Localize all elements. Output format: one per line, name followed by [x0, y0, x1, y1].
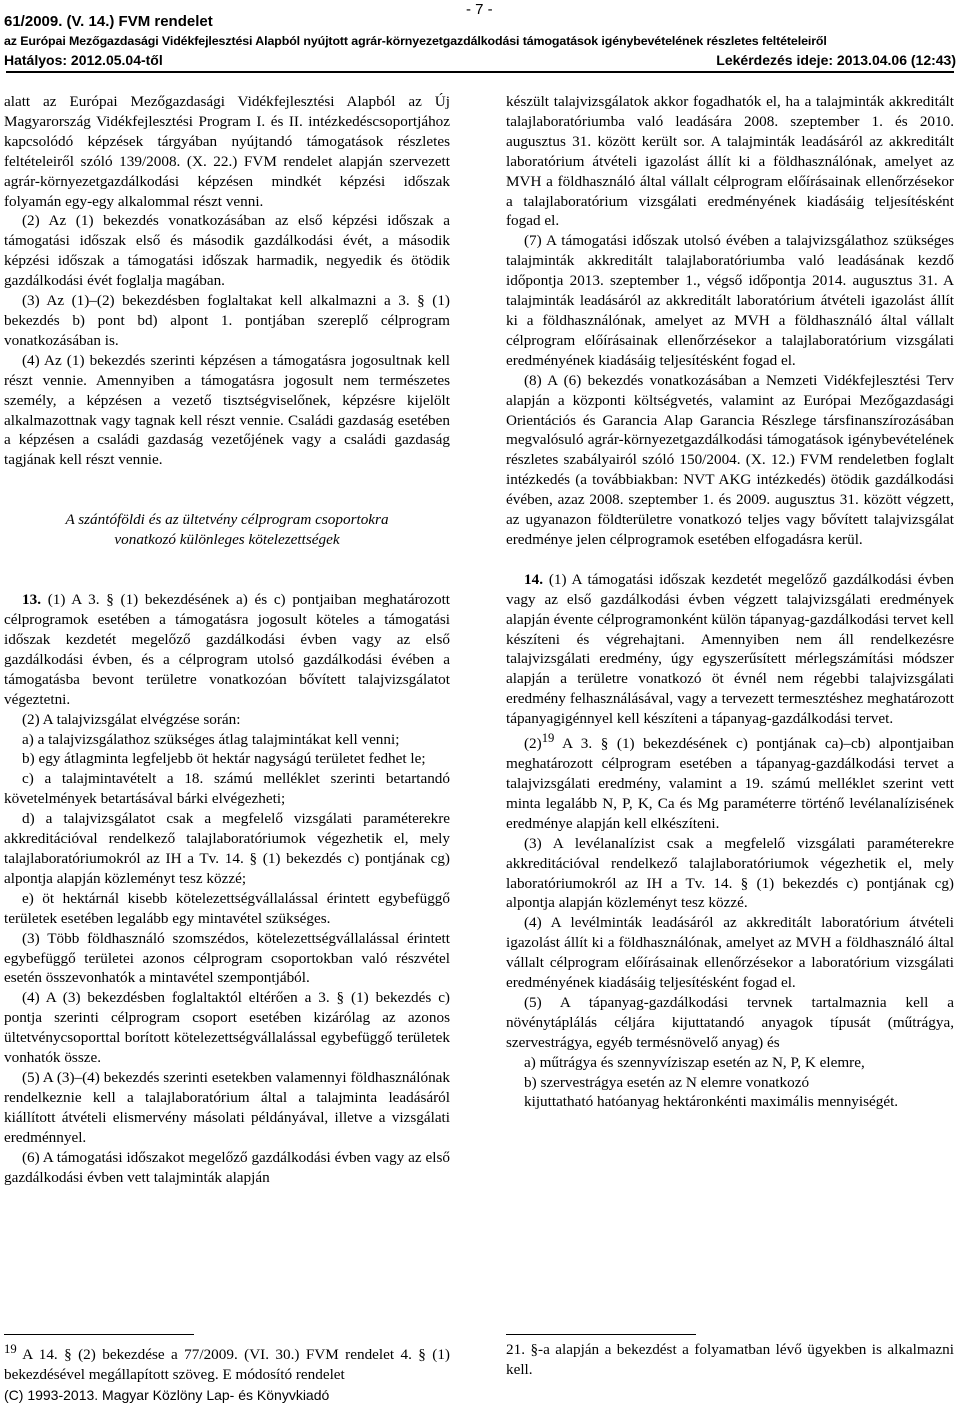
page-header [4, 0, 956, 76]
paragraph: (3) Az (1)–(2) bekezdésben foglaltakat kell alkalmazni a 3. § (1) bekezdés b) pont bd) alpont 1. pontjában szereplő célprogram vonatkozásában is. [4, 292, 450, 349]
section-heading-line: vonatkozó különleges kötelezettségek [114, 531, 340, 549]
left-column [4, 92, 450, 1187]
footnote-text: A 14. § (2) bekezdése a 77/2009. (VI. 30.) FVM rendelet 4. § (1) bekezdésével megállapított szöveg. E módosító rendelet [4, 1346, 450, 1383]
right-column [506, 92, 954, 1112]
paragraph: (2) A talajvizsgálat elvégzése során: [22, 710, 241, 728]
page-number: - 7 - [466, 1, 493, 18]
paragraph: készült talajvizsgálatok akkor fogadhatók el, ha a talajminták akkreditált talajlaboratóriumba való leadására 2008. szeptember 1. és 2010. augusztus 31. között került sor. A talajminták leadásáról az akkreditált laboratórium átvételi igazolást állít ki a földhasználónak, amelyet az MVH a földhasználó által vállalt célprogram előírásainak ellenőrzésekor a talajlaboratórium vizsgálati eredményének kiadásáig teljesítésként fogad el. [506, 93, 954, 230]
paragraph: (8) A (6) bekezdés vonatkozásában a Nemzeti Vidékfejlesztési Terv alapján a központi költségvetés, valamint az Európai Mezőgazdasági Orientációs és Garancia Alap Garancia Részlege társfinanszírozásában megvalósuló agrár-környezetgazdálkodási támogatások igénybevételének részletes szabályairól szóló 150/2004. (X. 12.) FVM rendeletben foglalt intézkedés (a továbbiakban: NVT AKG intézkedés) ötödik gazdálkodási évében, azaz 2008. szeptember 1. és 2009. augusztus 31. között végzett, az ugyanazon földterületre vonatkozó teljes vagy bővített talajvizsgálat eredménye jelen célprogramok esetében elfogadásra kerül. [506, 371, 954, 548]
paragraph: (6) A támogatási időszakot megelőző gazdálkodási évben vagy az első gazdálkodási évben vett talajminták alapján [4, 1148, 450, 1186]
paragraph-section-14 [506, 570, 954, 729]
paragraph-number: (2) [524, 735, 542, 753]
document-subtitle: az Európai Mezőgazdasági Vidékfejlesztési Alapból nyújtott agrár-környezetgazdálkodási támogatások igénybevételének részletes feltételeiről [4, 34, 827, 48]
paragraph: (4) Az (1) bekezdés szerinti képzésen a támogatásra jogosultnak kell részt vennie. Amennyiben a támogatásra jogosult nem természetes személy, a képzésen a vezető tisztségviselőnek, képzésre kijelölt alkalmazottnak vagy tagnak kell részt vennie. Családi gazdaság esetében a képzésen a családi gazdaság vezetőjének vagy a családi gazdaság tagjának kell részt vennie. [4, 351, 450, 469]
section-heading [4, 510, 450, 550]
paragraph: (2) Az (1) bekezdés vonatkozásában az első képzési időszak a támogatási időszak első és második gazdálkodási évét, a második képzési időszak a támogatási időszak harmadik, negyedik és ötödik gazdálkodási évét foglalja magában. [4, 212, 450, 290]
paragraph-text: (1) A támogatási időszak kezdetét megelőző gazdálkodási évben vagy az első gazdálkodási évben végzett talajvizsgálati eredmények alapján évente célprogramonként külön tápanyag-gazdálkodási tervet kell készíteni és végrehajtani. Amennyiben nem áll rendelkezésre talajvizsgálati eredmény, úgy egyszerűsített mérlegszámítási módszer alapján a területre vonatkozó öt évnél nem régebbi talajvizsgálati eredmény felhasználásával, vagy a tervezett termesztéshez meghatározott tápanyagigénnyel kell készíteni a tápanyag-gazdálkodási tervet. [506, 570, 955, 728]
copyright-footer: (C) 1993-2013. Magyar Közlöny Lap- és Könyvkiadó [4, 1387, 330, 1403]
paragraph: (4) A (3) bekezdésben foglaltaktól eltérően a 3. § (1) bekezdés c) pontja szerinti célprogram csoport esetében kizárólag az azonos ültetvénycsoporttal borított kötelezettségvállalással egybefüggő területek vonhatók össze. [4, 989, 450, 1067]
list-item: a) a talajvizsgálathoz szükséges átlag talajmintákat kell venni; [22, 730, 400, 748]
section-heading-line: A szántóföldi és az ültetvény célprogram csoportokra [65, 511, 389, 529]
list-item: b) egy átlagminta legfeljebb öt hektár nagyságú területet fedhet le; [22, 750, 426, 768]
paragraph-text: A 3. § (1) bekezdésének c) pontjának ca)–cb) alpontjaiban meghatározott célprogram esetében a tápanyag-gazdálkodási tervet a talajvizsgálati eredmény, valamint a 19. számú melléklet szerint vett minta legalább N, P, K, Ca és Mg paraméterre történő levélanalízisének eredménye alapján kell elkészíteni. [506, 735, 954, 832]
footnote-right: 21. §-a alapján a bekezdést a folyamatban lévő ügyekben is alkalmazni kell. [506, 1341, 954, 1378]
list-item: c) a talajmintavételt a 18. számú melléklet szerinti betartandó követelmények betartásával bárki elvégezheti; [4, 770, 450, 808]
list-item: a) műtrágya és szennyvíziszap esetén az N, P, K elemre, [524, 1053, 865, 1071]
footnote-divider [4, 1334, 194, 1335]
paragraph-footnoted [506, 729, 954, 834]
document-title: 61/2009. (V. 14.) FVM rendelet [4, 13, 213, 30]
paragraph: (7) A támogatási időszak utolsó évében a talajvizsgálathoz szükséges talajminták akkreditált talajlaboratóriumba való leadásának kezdő időpontja 2013. szeptember 1., végső időpontja 2014. augusztus 31. A talajminták leadásáról az akkreditált laboratórium átvételi igazolást állít ki a földhasználónak, amelyet az MVH a földhasználó által vállalt célprogram előírásainak ellenőrzésekor a talajlaboratórium vizsgálati eredményének kiadásáig teljesítésként fogad el. [506, 232, 954, 369]
header-divider [6, 71, 954, 73]
list-item: d) a talajvizsgálatot csak a megfelelő vizsgálati paraméterekre akkreditációval rendelkező talajlaboratóriumok végezhetik el, mely talajlaboratóriumokról az IH a Tv. 14. § (1) bekezdés c) pontjának cg) alpontja alapján közleményt tesz közzé; [4, 810, 450, 887]
footnote-divider [506, 1334, 696, 1335]
paragraph: (5) A tápanyag-gazdálkodási tervnek tartalmaznia kell a növénytáplálás céljára kijuttatandó anyagok típusát (műtrágya, szervestrágya, egyéb termésnövelő anyag) és [506, 993, 954, 1051]
footnote-left [4, 1340, 450, 1385]
section-number: 13. [22, 591, 41, 609]
paragraph-section-13 [4, 590, 450, 709]
paragraph-text: (1) A 3. § (1) bekezdésének a) és c) pontjaiban meghatározott célprogramok esetében a támogatásra jogosult köteles a támogatási időszak kezdetét megelőző gazdálkodási évben vagy az első gazdálkodási évben, és a célprogram utolsó gazdálkodási évében a támogatásba bevont területre vonatkozóan bővített talajvizsgálatot végeztetni. [4, 591, 451, 708]
paragraph: alatt az Európai Mezőgazdasági Vidékfejlesztési Alapból az Új Magyarország Vidékfejlesztési Program I. és II. intézkedéscsoportjához kapcsolódó képzések tárgyában nyújtandó támogatások részletes feltételeiről szóló 139/2008. (X. 22.) FVM rendelet alapján szervezett agrár-környezetgazdálkodási képzésen mindkét képzési időszak folyamán egy-egy alkalommal részt venni. [4, 93, 450, 210]
section-number: 14. [524, 570, 543, 588]
footnote-reference[interactable]: 19 [541, 731, 555, 746]
paragraph: (5) A (3)–(4) bekezdés szerinti esetekben valamennyi földhasználónak rendelkeznie kell a talajlaboratórium által a talajminta leadásáról kiállított átvételi elismervény másolati példányával, illetve a vizsgálati eredménnyel. [4, 1068, 450, 1146]
query-date: Lekérdezés ideje: 2013.04.06 (12:43) [716, 52, 956, 68]
list-item: e) öt hektárnál kisebb kötelezettségvállalással érintett egybefüggő területek esetében legalább egy mintavétel szükséges. [4, 889, 450, 927]
paragraph: kijuttatható hatóanyag hektáronkénti maximális mennyiségét. [524, 1093, 899, 1111]
footnote-marker: 19 [4, 1342, 17, 1356]
list-item: b) szervestrágya esetén az N elemre vonatkozó [524, 1073, 810, 1091]
paragraph: (3) A levélanalízist csak a megfelelő vizsgálati paraméterekre akkreditációval rendelkező talajlaboratóriumok végezhetik el, mely laboratóriumokról az IH a Tv. 14. § (1) bekezdés c) pontjának cg) alpontja alapján közleményt tesz közzé. [506, 834, 954, 912]
effective-date: Hatályos: 2012.05.04-től [4, 52, 163, 68]
paragraph: (4) A levélminták leadásáról az akkreditált laboratórium átvételi igazolást állít ki a földhasználónak, amelyet az MVH a földhasználó által vállalt célprogram előírásainak ellenőrzésekor a laboratórium vizsgálati eredményének kiadásáig teljesítésként fogad el. [506, 914, 954, 992]
paragraph: (3) Több földhasználó szomszédos, kötelezettségvállalással érintett egybefüggő területei azonos célprogram csoportokban való részvétel esetén összevonhatók a mintavétel szempontjából. [4, 929, 450, 987]
